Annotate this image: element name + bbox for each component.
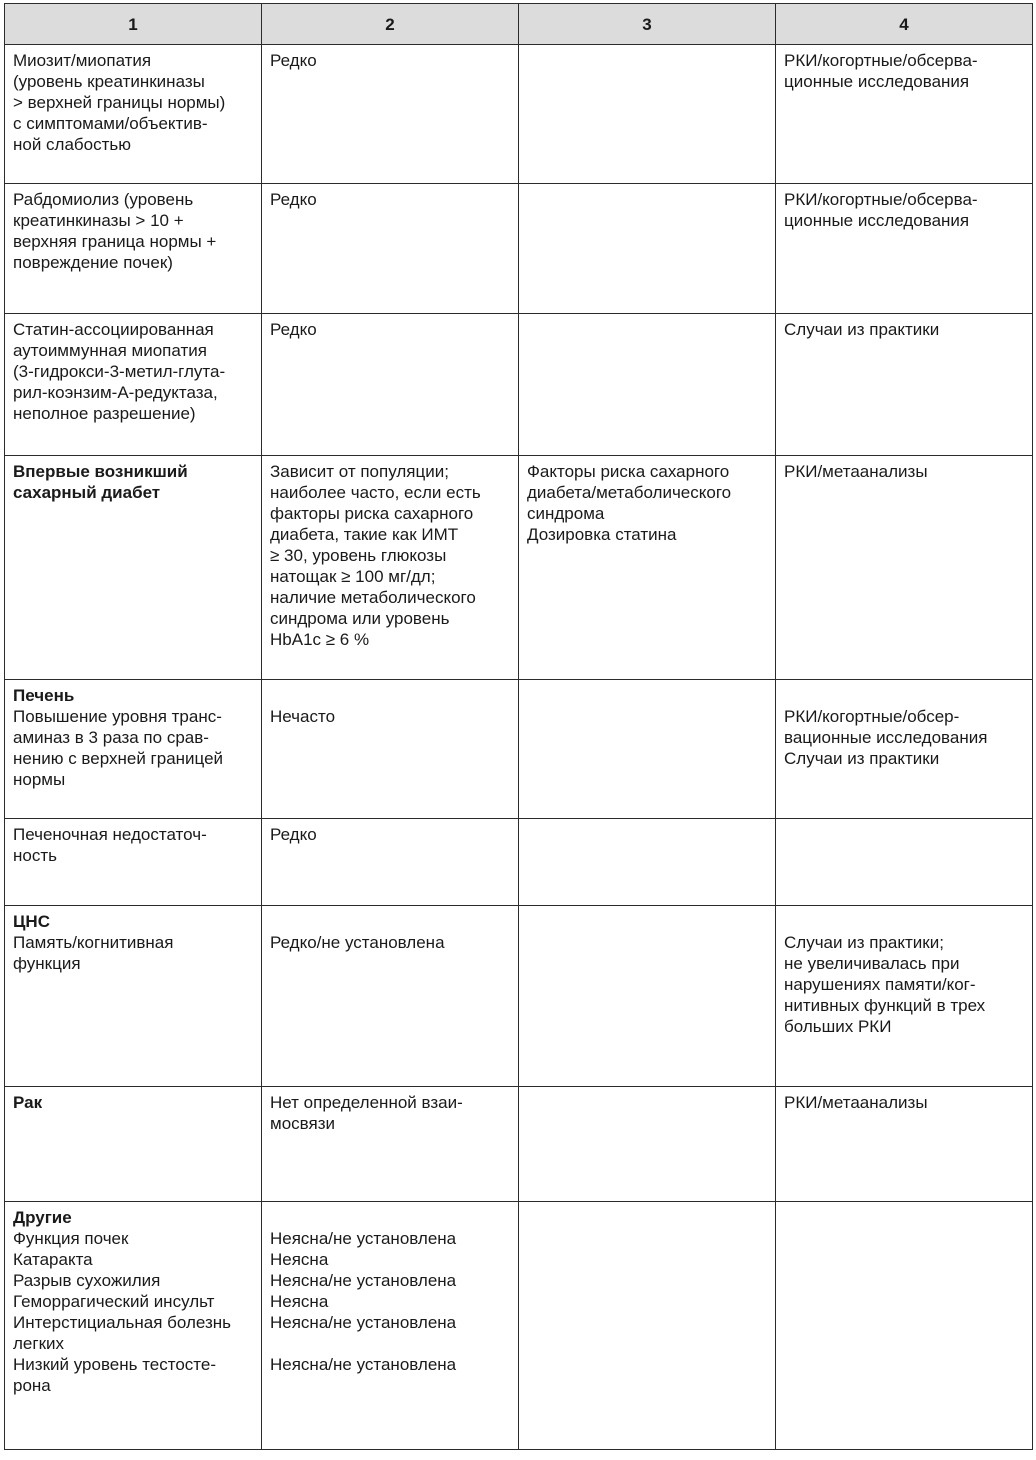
cell-evidence: РКИ/когортные/обсерва- ционные исследования (776, 45, 1033, 184)
cell-risk-factors (519, 906, 776, 1087)
row-category-heading: ЦНС (13, 912, 50, 931)
column-header-2: 2 (262, 4, 519, 45)
cell-risk-factors (519, 1087, 776, 1202)
row-category-heading: Впервые возникший сахарный диабет (13, 462, 188, 502)
cell-risk-factors (519, 819, 776, 906)
cell-risk-factors (519, 314, 776, 456)
cell-frequency: Неясна/не установлена Неясна Неясна/не установлена Неясна Неясна/не установлена Неясна/не установлена (262, 1202, 519, 1450)
cell-indicator (5, 1087, 262, 1202)
column-header-1: 1 (5, 4, 262, 45)
cell-evidence: РКИ/когортные/обсер- вационные исследования Случаи из практики (776, 680, 1033, 819)
cell-frequency: Зависит от популяции; наиболее часто, если есть факторы риска сахарного диабета, такие как ИМТ ≥ 30, уровень глюкозы натощак ≥ 100 мг/дл; наличие метаболического синдрома или уровень HbA1c ≥ 6 % (262, 456, 519, 680)
table-row (5, 906, 1033, 1087)
cell-indicator (5, 45, 262, 184)
cell-indicator (5, 184, 262, 314)
cell-evidence: РКИ/метаанализы (776, 1087, 1033, 1202)
cell-evidence: РКИ/когортные/обсерва- ционные исследования (776, 184, 1033, 314)
table-row (5, 1087, 1033, 1202)
table-row (5, 680, 1033, 819)
adverse-effects-table (4, 3, 1033, 1450)
cell-risk-factors (519, 184, 776, 314)
row-category-heading: Печень (13, 686, 75, 705)
cell-indicator (5, 906, 262, 1087)
indicator-text: Печеночная недостаточ- ность (13, 825, 207, 865)
cell-evidence (776, 819, 1033, 906)
cell-risk-factors (519, 45, 776, 184)
table-row (5, 45, 1033, 184)
cell-frequency: Редко (262, 819, 519, 906)
indicator-text: Повышение уровня транс- аминаз в 3 раза по срав- нению с верхней границей нормы (13, 707, 224, 789)
cell-indicator (5, 819, 262, 906)
cell-frequency: Редко (262, 184, 519, 314)
column-header-3: 3 (519, 4, 776, 45)
cell-indicator (5, 680, 262, 819)
cell-risk-factors (519, 1202, 776, 1450)
indicator-text: Память/когнитивная функция (13, 933, 174, 973)
cell-risk-factors (519, 680, 776, 819)
cell-indicator (5, 1202, 262, 1450)
cell-frequency: Нечасто (262, 680, 519, 819)
table-row (5, 819, 1033, 906)
cell-risk-factors: Факторы риска сахарного диабета/метаболического синдрома Дозировка статина (519, 456, 776, 680)
cell-indicator (5, 314, 262, 456)
cell-evidence: Случаи из практики; не увеличивалась при нарушениях памяти/ког- нитивных функций в трех больших РКИ (776, 906, 1033, 1087)
cell-frequency: Нет определенной взаи- мосвязи (262, 1087, 519, 1202)
column-header-4: 4 (776, 4, 1033, 45)
table-header-row (5, 4, 1033, 45)
cell-frequency: Редко (262, 45, 519, 184)
table-row (5, 184, 1033, 314)
cell-evidence: Случаи из практики (776, 314, 1033, 456)
indicator-text: Функция почек Катаракта Разрыв сухожилия Геморрагический инсульт Интерстициальная болезнь легких Низкий уровень тестосте- рона (13, 1229, 231, 1395)
row-category-heading: Рак (13, 1093, 43, 1112)
indicator-text: Статин-ассоциированная аутоиммунная миопатия (3-гидрокси-3-метил-глута- рил-коэнзим-А-редуктаза, неполное разрешение) (13, 320, 226, 423)
row-category-heading: Другие (13, 1208, 72, 1227)
table-row (5, 1202, 1033, 1450)
indicator-text: Миозит/миопатия (уровень креатинкиназы > верхней границы нормы) с симптомами/объектив- ной слабостью (13, 51, 226, 154)
table-row (5, 314, 1033, 456)
cell-indicator (5, 456, 262, 680)
cell-evidence (776, 1202, 1033, 1450)
table-row (5, 456, 1033, 680)
cell-frequency: Редко/не установлена (262, 906, 519, 1087)
cell-frequency: Редко (262, 314, 519, 456)
indicator-text: Рабдомиолиз (уровень креатинкиназы > 10 + верхняя граница нормы + повреждение почек) (13, 190, 217, 272)
cell-evidence: РКИ/метаанализы (776, 456, 1033, 680)
